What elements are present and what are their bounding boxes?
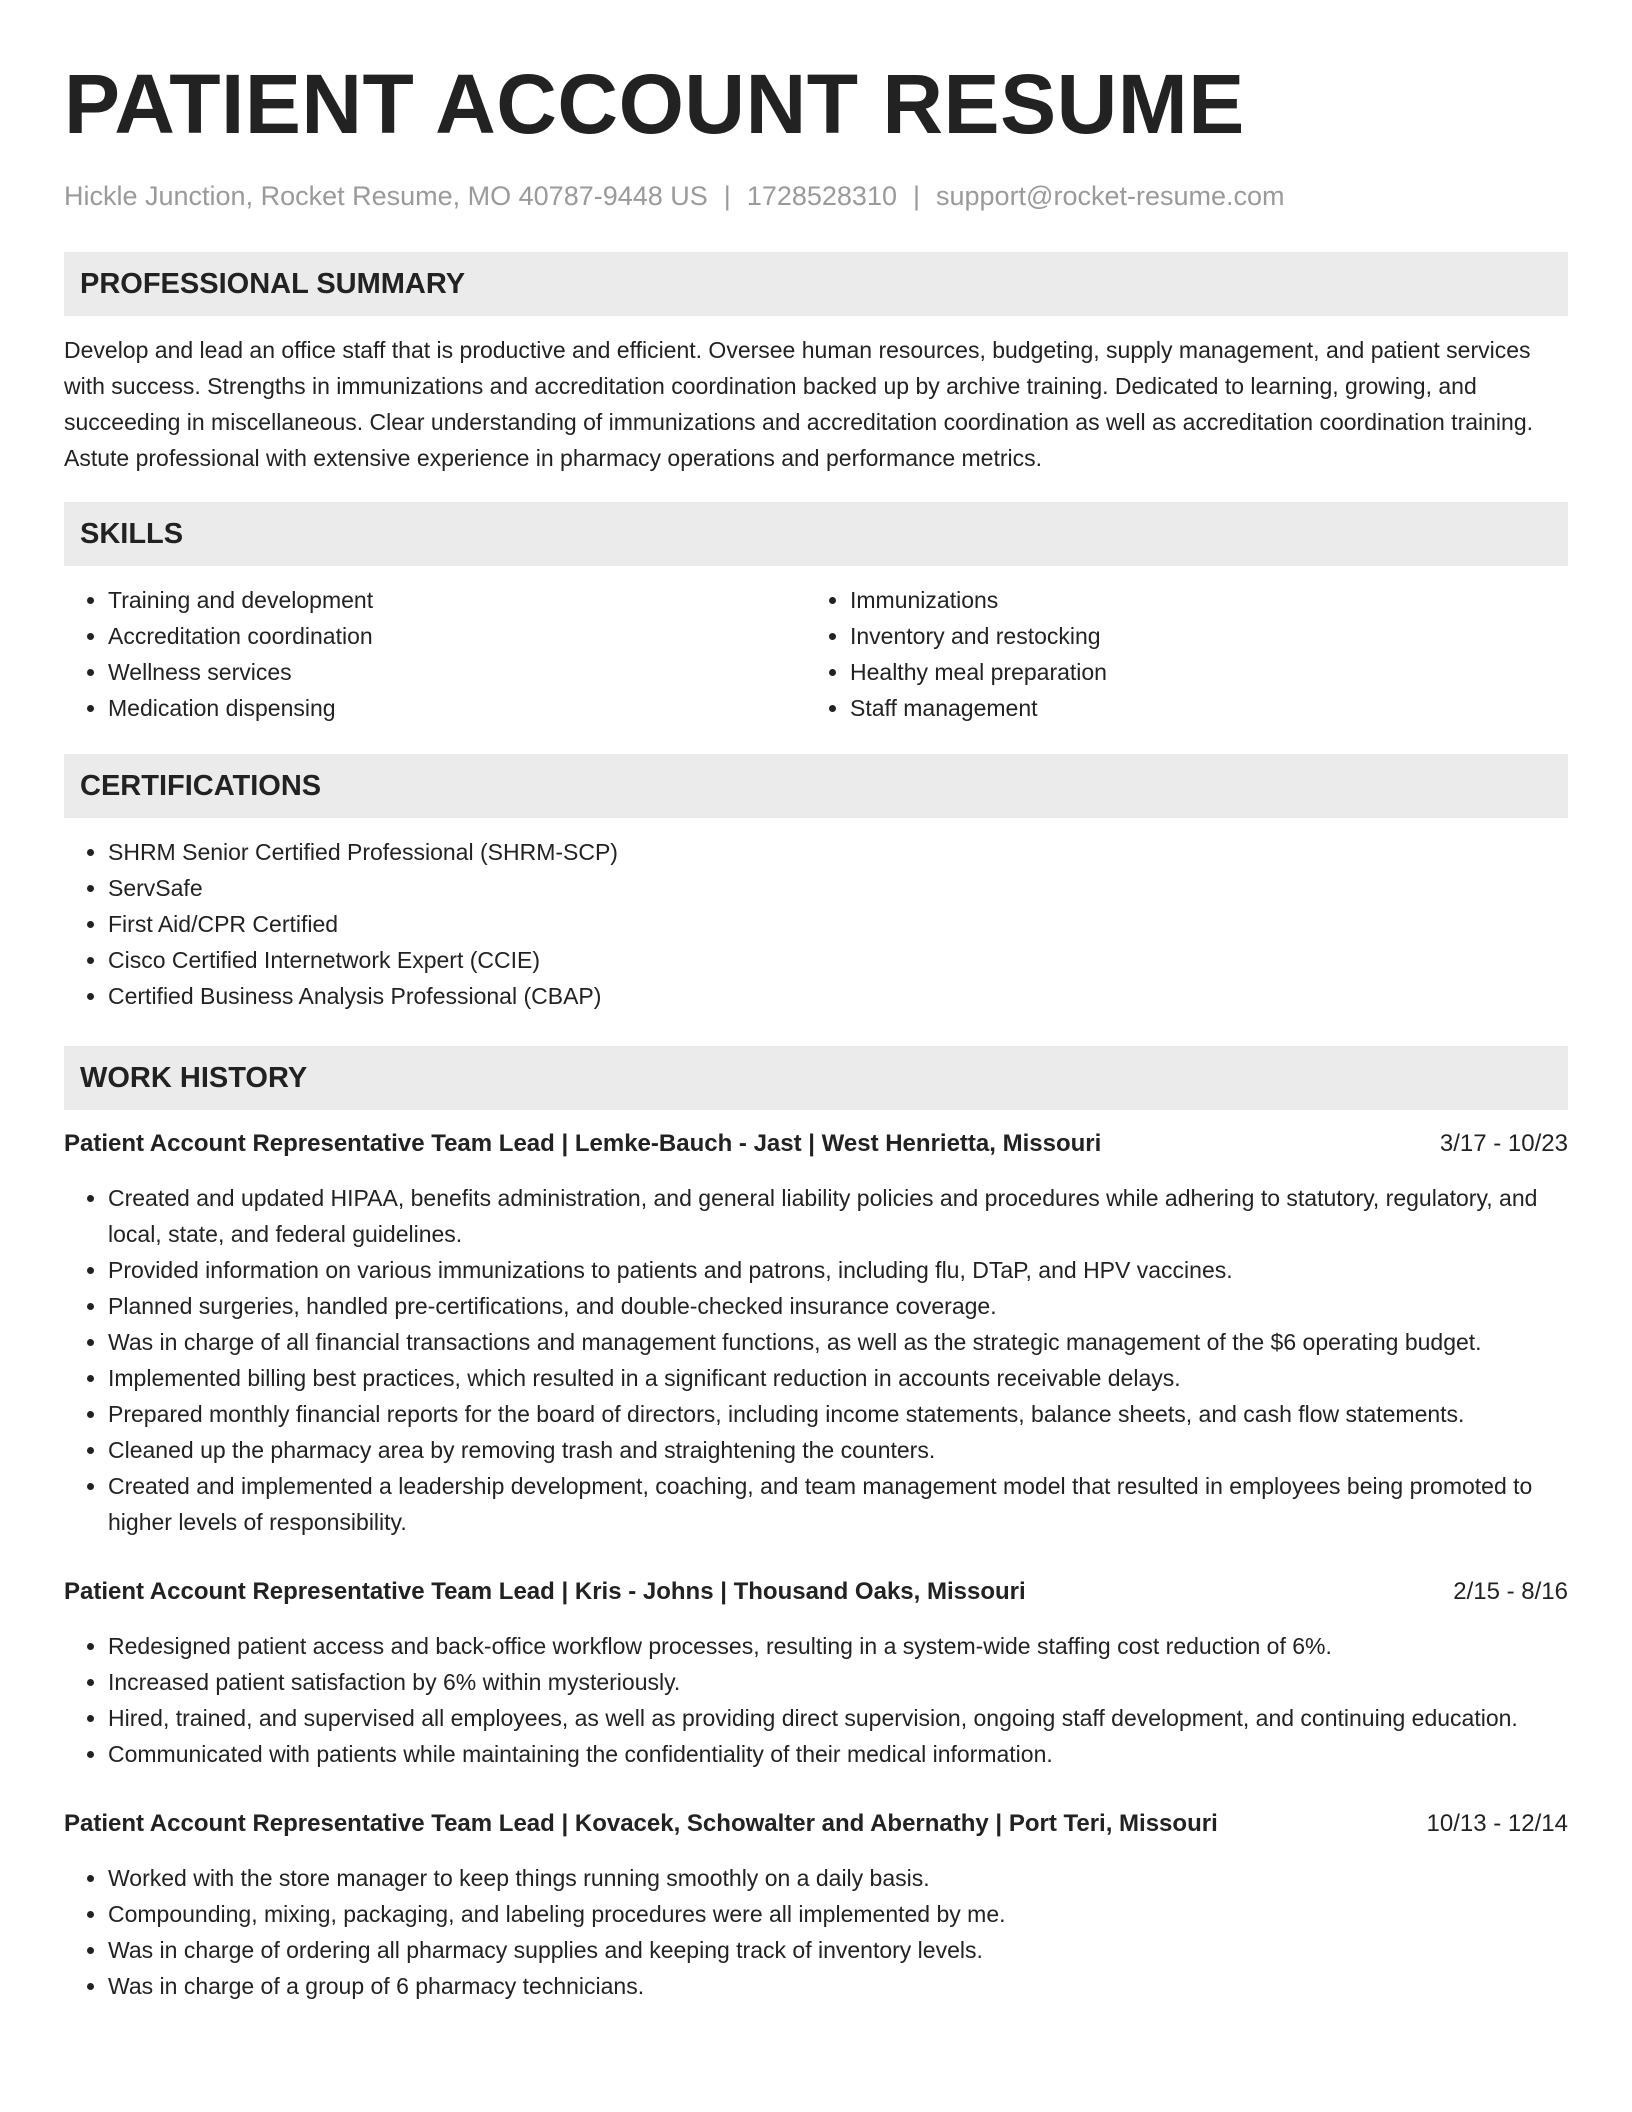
skill-item: • Wellness services xyxy=(108,654,806,690)
certification-item: • ServSafe xyxy=(108,870,1568,906)
skills-heading: SKILLS xyxy=(64,502,1568,566)
skill-item: • Accreditation coordination xyxy=(108,618,806,654)
certifications-heading: CERTIFICATIONS xyxy=(64,754,1568,818)
job-title: Patient Account Representative Team Lead | Kovacek, Schowalter and Abernathy | Port Teri, Missouri xyxy=(64,1810,1218,1837)
skills-list xyxy=(64,582,1568,726)
job-dates: 2/15 - 8/16 xyxy=(1453,1578,1568,1605)
contact-separator: | xyxy=(723,181,731,211)
job-bullet: • Increased patient satisfaction by 6% within mysteriously. xyxy=(108,1664,1568,1700)
skill-item: • Training and development xyxy=(108,582,806,618)
skills-column-left xyxy=(64,582,806,726)
job-bullets xyxy=(64,1860,1568,2004)
job-bullet: • Cleaned up the pharmacy area by removing trash and straightening the counters. xyxy=(108,1432,1568,1468)
certifications-list xyxy=(64,834,1568,1014)
job-header xyxy=(64,1806,1568,1842)
job-bullet: • Implemented billing best practices, which resulted in a significant reduction in accounts receivable delays. xyxy=(108,1360,1568,1396)
skill-item: • Inventory and restocking xyxy=(850,618,1548,654)
job-bullet: • Provided information on various immunizations to patients and patrons, including flu, DTaP, and HPV vaccines. xyxy=(108,1252,1568,1288)
job-bullet: • Was in charge of all financial transactions and management functions, as well as the strategic management of the $6 operating budget. xyxy=(108,1324,1568,1360)
job-bullets xyxy=(64,1180,1568,1540)
skill-item: • Healthy meal preparation xyxy=(850,654,1548,690)
job-header xyxy=(64,1574,1568,1610)
job-title: Patient Account Representative Team Lead | Kris - Johns | Thousand Oaks, Missouri xyxy=(64,1578,1026,1605)
job-bullets xyxy=(64,1628,1568,1772)
job-bullet: • Was in charge of a group of 6 pharmacy technicians. xyxy=(108,1968,1568,2004)
job-bullet: • Created and implemented a leadership development, coaching, and team management model that resulted in employees being promoted to higher levels of responsibility. xyxy=(108,1468,1568,1540)
job-dates: 3/17 - 10/23 xyxy=(1439,1130,1568,1157)
job-bullet: • Compounding, mixing, packaging, and labeling procedures were all implemented by me. xyxy=(108,1896,1568,1932)
certification-item: • SHRM Senior Certified Professional (SHRM-SCP) xyxy=(108,834,1568,870)
contact-address: Hickle Junction, Rocket Resume, MO 40787-9448 US xyxy=(64,181,708,211)
job-dates: 10/13 - 12/14 xyxy=(1426,1810,1568,1837)
job-bullet: • Redesigned patient access and back-office workflow processes, resulting in a system-wide staffing cost reduction of 6%. xyxy=(108,1628,1568,1664)
summary-heading: PROFESSIONAL SUMMARY xyxy=(64,252,1568,316)
job-entry xyxy=(64,1806,1568,2004)
work-history-heading: WORK HISTORY xyxy=(64,1046,1568,1110)
contact-email: support@rocket-resume.com xyxy=(936,181,1285,211)
job-bullet: • Worked with the store manager to keep things running smoothly on a daily basis. xyxy=(108,1860,1568,1896)
summary-text: Develop and lead an office staff that is productive and efficient. Oversee human resources, budgeting, supply management, and patient services with success. Strengths in immunizations and accreditation coordination backed up by archive training. Dedicated to learning, growing, and succeeding in miscellaneous. Clear understanding of immunizations and accreditation coordination as well as accreditation coordination training. Astute professional with extensive experience in pharmacy operations and performance metrics. xyxy=(64,337,1534,471)
job-title: Patient Account Representative Team Lead | Lemke-Bauch - Jast | West Henrietta, Missouri xyxy=(64,1130,1102,1157)
job-bullet: • Was in charge of ordering all pharmacy supplies and keeping track of inventory levels. xyxy=(108,1932,1568,1968)
job-bullet: • Hired, trained, and supervised all employees, as well as providing direct supervision, ongoing staff development, and continuing education. xyxy=(108,1700,1568,1736)
contact-line xyxy=(64,180,1568,212)
contact-phone: 1728528310 xyxy=(746,181,897,211)
certification-item: • First Aid/CPR Certified xyxy=(108,906,1568,942)
skills-column-right xyxy=(806,582,1548,726)
job-bullet: • Communicated with patients while maintaining the confidentiality of their medical information. xyxy=(108,1736,1568,1772)
skill-item: • Staff management xyxy=(850,690,1548,726)
job-header xyxy=(64,1126,1568,1162)
skill-item: • Immunizations xyxy=(850,582,1548,618)
skill-item: • Medication dispensing xyxy=(108,690,806,726)
resume-title: PATIENT ACCOUNT RESUME xyxy=(64,57,1245,151)
certification-item: • Certified Business Analysis Professional (CBAP) xyxy=(108,978,1568,1014)
certification-item: • Cisco Certified Internetwork Expert (CCIE) xyxy=(108,942,1568,978)
job-entry xyxy=(64,1126,1568,1540)
job-bullet: • Planned surgeries, handled pre-certifications, and double-checked insurance coverage. xyxy=(108,1288,1568,1324)
job-bullet: • Prepared monthly financial reports for the board of directors, including income statements, balance sheets, and cash flow statements. xyxy=(108,1396,1568,1432)
job-entry xyxy=(64,1574,1568,1772)
job-bullet: • Created and updated HIPAA, benefits administration, and general liability policies and procedures while adhering to statutory, regulatory, and local, state, and federal guidelines. xyxy=(108,1180,1568,1252)
contact-separator: | xyxy=(912,181,920,211)
